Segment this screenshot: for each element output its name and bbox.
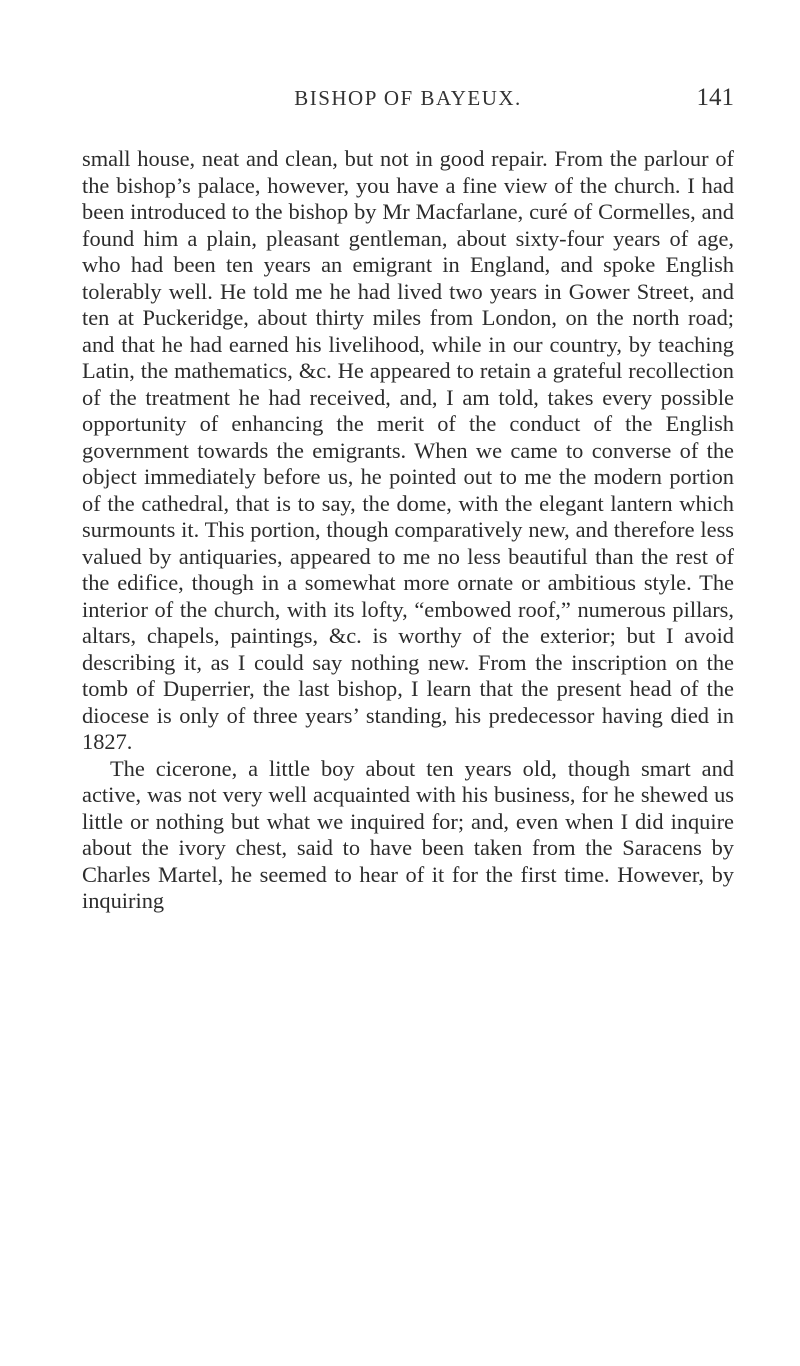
- running-head: [82, 84, 734, 118]
- paragraph-1: small house, neat and clean, but not in good repair. From the parlour of the bishop’s palace, however, you have a fine view of the church. I had been introduced to the bishop by Mr Macfarlane, curé of Cormelles, and found him a plain, pleasant gentleman, about sixty-four years of age, who had been ten years an emigrant in England, and spoke English tolerably well. He told me he had lived two years in Gower Street, and ten at Puckeridge, about thirty miles from London, on the north road; and that he had earned his livelihood, while in our country, by teaching Latin, the mathematics, &c. He appeared to retain a grateful recollection of the treatment he had received, and, I am told, takes every possible opportunity of enhancing the merit of the conduct of the English government towards the emigrants. When we came to converse of the object immediately before us, he pointed out to me the modern portion of the cathedral, that is to say, the dome, with the elegant lantern which surmounts it. This portion, though comparatively new, and therefore less valued by antiquaries, appeared to me no less beautiful than the rest of the edifice, though in a somewhat more ornate or ambitious style. The interior of the church, with its lofty, “embowed roof,” numerous pillars, altars, chapels, paintings, &c. is worthy of the exterior; but I avoid describing it, as I could say nothing new. From the inscription on the tomb of Duperrier, the last bishop, I learn that the present head of the diocese is only of three years’ standing, his predecessor having died in 1827.: [82, 146, 734, 754]
- page-number: 141: [696, 84, 734, 111]
- body-text: [82, 146, 734, 915]
- running-title: BISHOP OF BAYEUX.: [294, 86, 522, 110]
- paragraph-2: The cicerone, a little boy about ten years old, though smart and active, was not very well acquainted with his business, for he shewed us little or nothing but what we inquired for; and, even when I did inquire about the ivory chest, said to have been taken from the Saracens by Charles Martel, he seemed to hear of it for the first time. However, by inquiring: [82, 755, 734, 913]
